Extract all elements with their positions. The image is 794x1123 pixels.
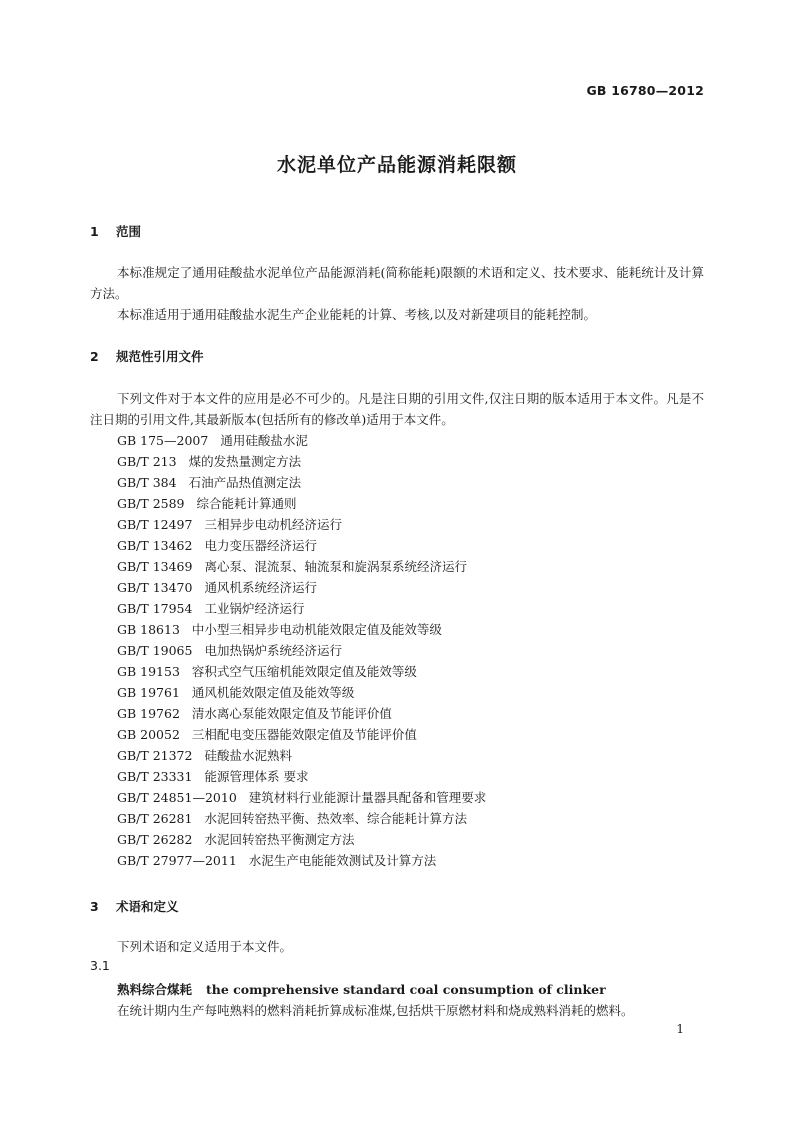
section-title: 规范性引用文件 xyxy=(116,349,204,364)
reference-name: 三相异步电动机经济运行 xyxy=(204,517,342,532)
reference-code: GB/T 2589 xyxy=(117,496,185,511)
clause-number: 3.1 xyxy=(90,958,110,973)
reference-name: 石油产品热值测定法 xyxy=(188,475,302,490)
section-3-heading xyxy=(90,897,179,915)
reference-code: GB 20052 xyxy=(117,727,180,742)
reference-code: GB/T 13469 xyxy=(117,559,193,574)
section-2-heading xyxy=(90,347,204,365)
reference-name: 通风机系统经济运行 xyxy=(204,580,317,595)
section-1-heading xyxy=(90,222,141,240)
reference-code: GB/T 26282 xyxy=(117,832,193,847)
reference-code: GB/T 26281 xyxy=(117,811,193,826)
reference-name: 电加热锅炉系统经济运行 xyxy=(204,643,342,658)
reference-name: 水泥回转窑热平衡、热效率、综合能耗计算方法 xyxy=(204,811,467,826)
reference-name: 清水离心泵能效限定值及节能评价值 xyxy=(191,706,392,721)
reference-list xyxy=(117,430,486,871)
reference-item xyxy=(117,724,486,745)
reference-item xyxy=(117,661,486,682)
reference-name: 三相配电变压器能效限定值及节能评价值 xyxy=(191,727,417,742)
term-definition: 在统计期内生产每吨熟料的燃料消耗折算成标准煤,包括烘干原燃材料和烧成熟料消耗的燃料。 xyxy=(117,1003,634,1018)
reference-code: GB/T 213 xyxy=(117,454,177,469)
reference-code: GB/T 23331 xyxy=(117,769,193,784)
section-3-intro: 下列术语和定义适用于本文件。 xyxy=(117,939,293,954)
reference-code: GB/T 27977—2011 xyxy=(117,853,237,868)
reference-code: GB/T 13470 xyxy=(117,580,193,595)
section-number: 2 xyxy=(90,349,99,364)
reference-name: 水泥生产电能能效测试及计算方法 xyxy=(248,853,437,868)
section-2-intro: 下列文件对于本文件的应用是必不可少的。凡是注日期的引用文件,仅注日期的版本适用于本文件。凡是不注日期的引用文件,其最新版本(包括所有的修改单)适用于本文件。 xyxy=(90,391,704,427)
reference-code: GB/T 13462 xyxy=(117,538,193,553)
term-english: the comprehensive standard coal consumption of clinker xyxy=(206,982,606,997)
reference-item xyxy=(117,493,486,514)
reference-name: 中小型三相异步电动机能效限定值及能效等级 xyxy=(191,622,442,637)
section-1-paragraph-1: 本标准规定了通用硅酸盐水泥单位产品能源消耗(简称能耗)限额的术语和定义、技术要求、能耗统计及计算方法。 xyxy=(90,265,704,301)
reference-name: 硅酸盐水泥熟料 xyxy=(204,748,292,763)
reference-item xyxy=(117,514,486,535)
document-title: 水泥单位产品能源消耗限额 xyxy=(276,154,517,176)
reference-name: 通用硅酸盐水泥 xyxy=(220,433,308,448)
reference-item xyxy=(117,577,486,598)
reference-name: 通风机能效限定值及能效等级 xyxy=(191,685,355,700)
reference-item xyxy=(117,451,486,472)
section-number: 1 xyxy=(90,224,99,239)
term-entry xyxy=(117,980,606,998)
reference-item xyxy=(117,703,486,724)
reference-item xyxy=(117,829,486,850)
reference-code: GB 19761 xyxy=(117,685,180,700)
reference-code: GB/T 384 xyxy=(117,475,177,490)
reference-code: GB/T 21372 xyxy=(117,748,193,763)
reference-item xyxy=(117,640,486,661)
term-chinese: 熟料综合煤耗 xyxy=(117,982,193,997)
reference-name: 水泥回转窑热平衡测定方法 xyxy=(204,832,355,847)
reference-item xyxy=(117,745,486,766)
reference-name: 工业锅炉经济运行 xyxy=(204,601,305,616)
reference-code: GB/T 19065 xyxy=(117,643,193,658)
reference-code: GB 19762 xyxy=(117,706,180,721)
section-1-paragraph-2: 本标准适用于通用硅酸盐水泥生产企业能耗的计算、考核,以及对新建项目的能耗控制。 xyxy=(117,307,596,322)
reference-code: GB 18613 xyxy=(117,622,180,637)
reference-item xyxy=(117,598,486,619)
reference-item xyxy=(117,682,486,703)
reference-item xyxy=(117,619,486,640)
reference-code: GB 19153 xyxy=(117,664,180,679)
reference-item xyxy=(117,556,486,577)
standard-number: GB 16780—2012 xyxy=(586,83,704,98)
reference-name: 电力变压器经济运行 xyxy=(204,538,317,553)
reference-item xyxy=(117,808,486,829)
reference-item xyxy=(117,472,486,493)
reference-code: GB/T 17954 xyxy=(117,601,193,616)
reference-name: 建筑材料行业能源计量器具配备和管理要求 xyxy=(248,790,487,805)
reference-item xyxy=(117,787,486,808)
reference-item xyxy=(117,766,486,787)
page-number: 1 xyxy=(676,1022,684,1036)
reference-item xyxy=(117,850,486,871)
reference-code: GB/T 24851—2010 xyxy=(117,790,237,805)
reference-item xyxy=(117,535,486,556)
reference-code: GB 175—2007 xyxy=(117,433,209,448)
section-title: 术语和定义 xyxy=(116,899,179,914)
reference-item xyxy=(117,430,486,451)
reference-name: 能源管理体系 要求 xyxy=(204,769,309,784)
reference-name: 离心泵、混流泵、轴流泵和旋涡泵系统经济运行 xyxy=(204,559,467,574)
reference-name: 煤的发热量测定方法 xyxy=(188,454,302,469)
section-number: 3 xyxy=(90,899,99,914)
reference-code: GB/T 12497 xyxy=(117,517,193,532)
reference-name: 容积式空气压缩机能效限定值及能效等级 xyxy=(191,664,417,679)
reference-name: 综合能耗计算通则 xyxy=(196,496,297,511)
section-title: 范围 xyxy=(116,224,142,239)
